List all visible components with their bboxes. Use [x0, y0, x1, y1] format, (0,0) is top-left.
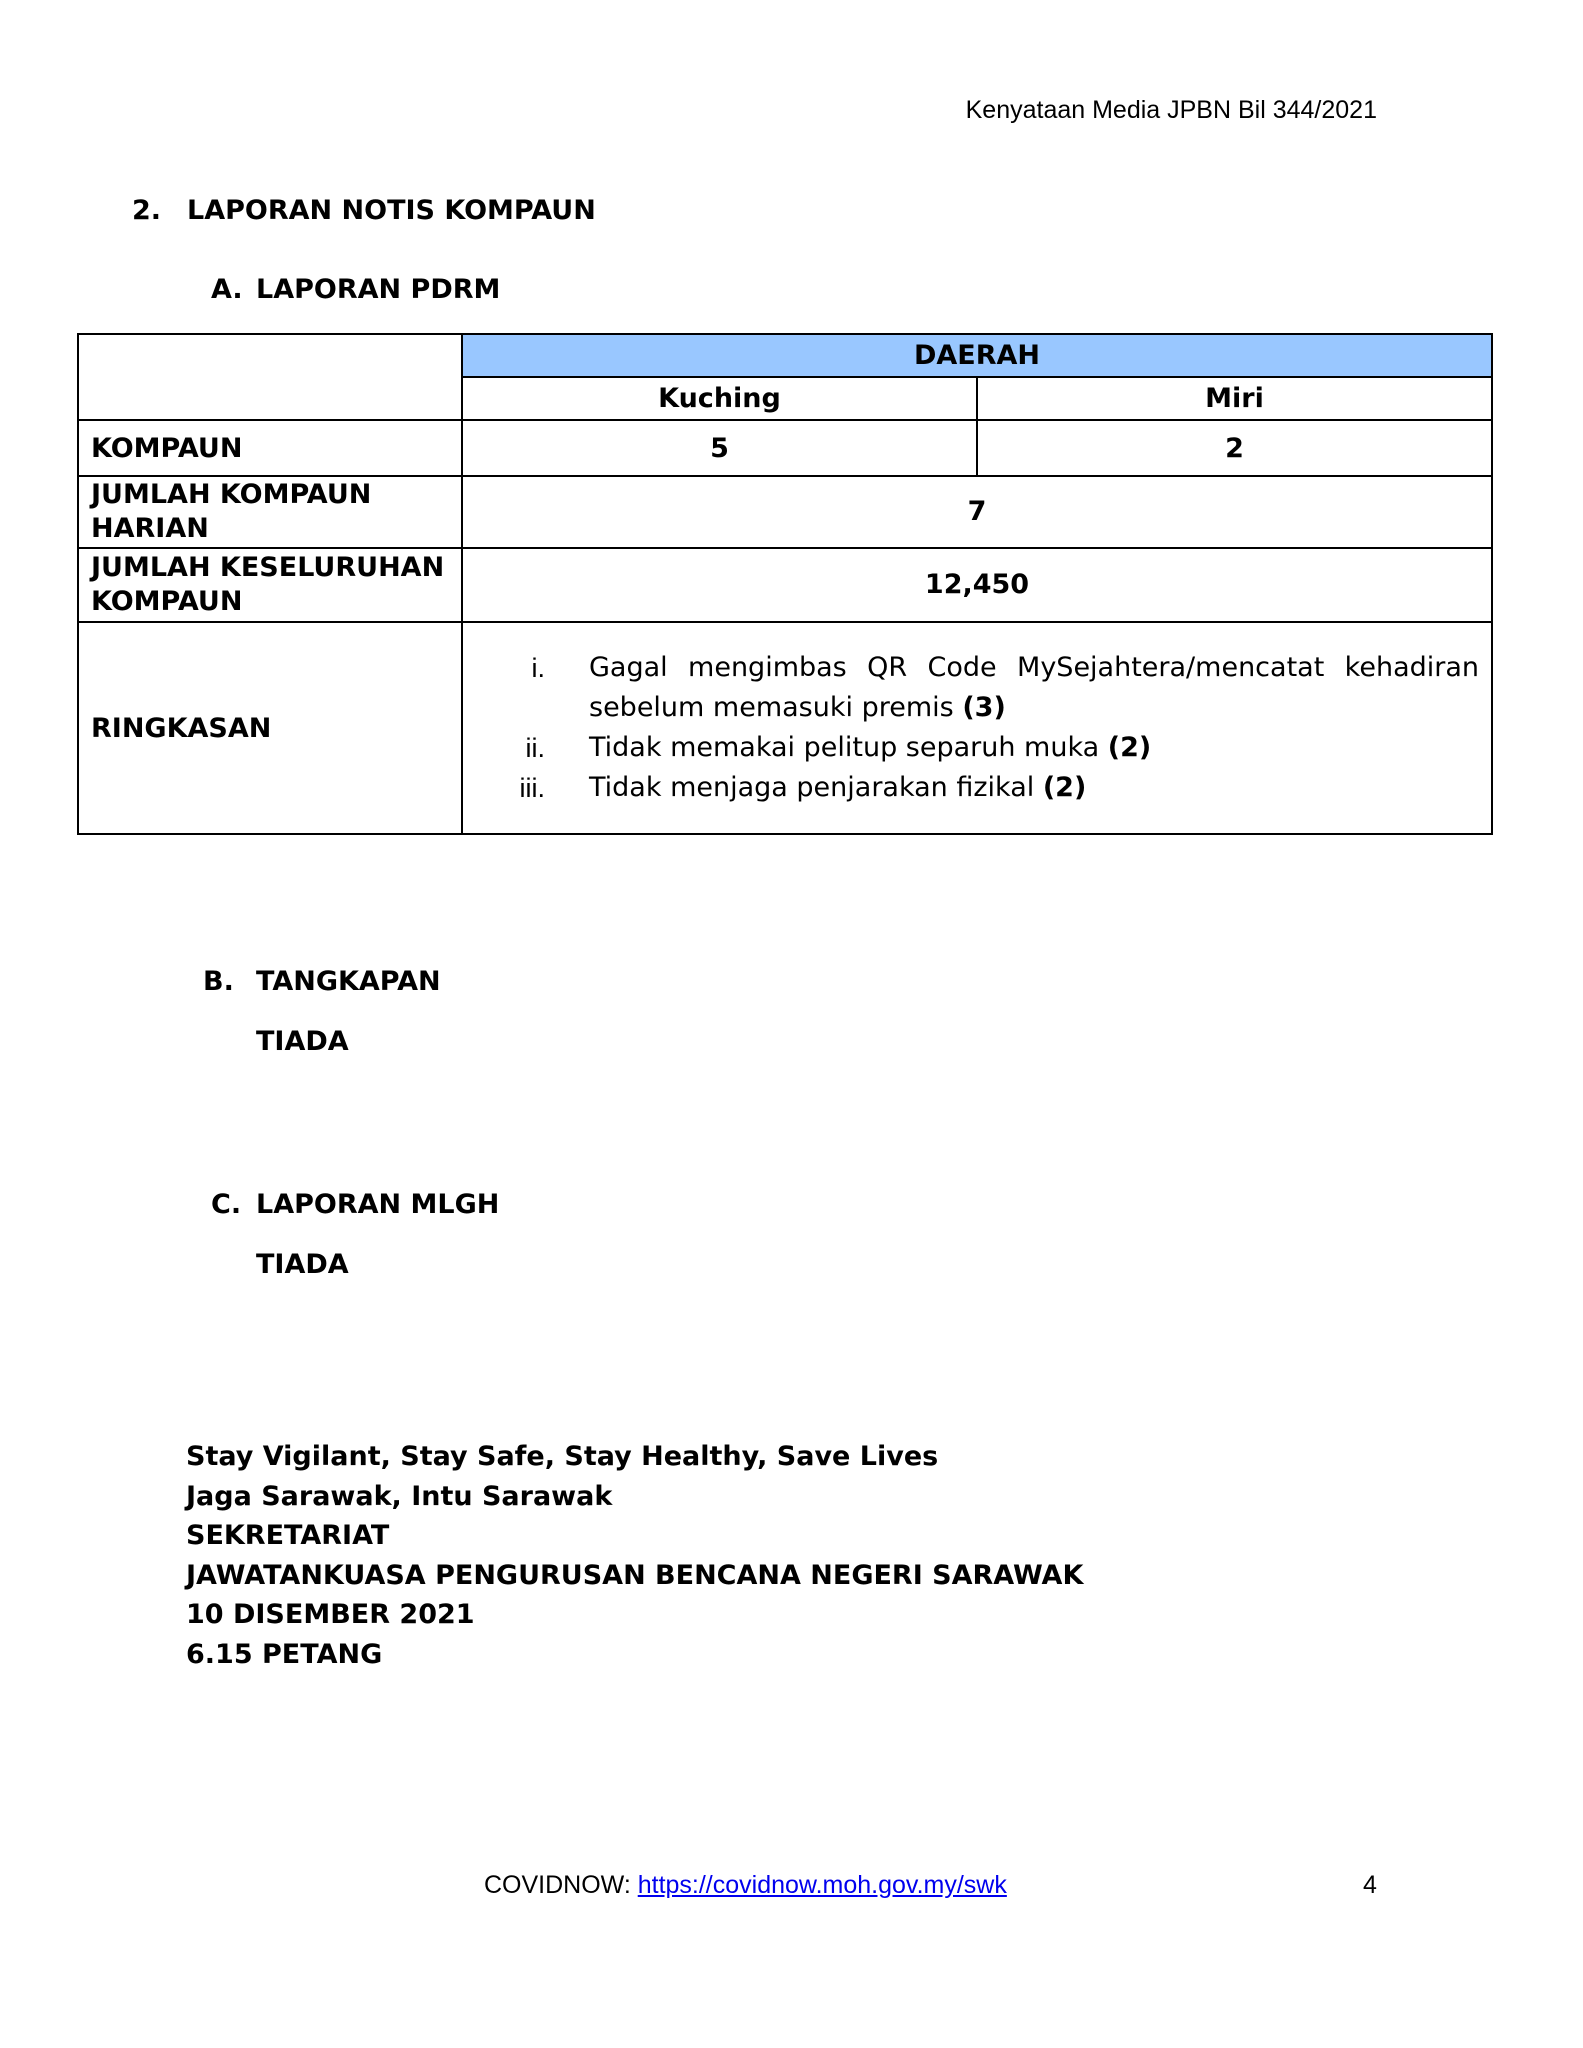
subsection-a-letter: A.	[211, 274, 243, 305]
kompaun-kuching-value: 5	[462, 420, 977, 476]
district-kuching-header: Kuching	[462, 377, 977, 420]
subsection-c-value: TIADA	[256, 1249, 349, 1280]
summary-item-numeral: ii.	[525, 733, 545, 763]
kompaun-miri-value: 2	[977, 420, 1492, 476]
summary-item-text: Gagal mengimbas QR Code MySejahtera/mencatat kehadiran sebelum memasuki premis	[589, 652, 1480, 723]
page-footer	[484, 1871, 1007, 1900]
kompaun-label: KOMPAUN	[78, 420, 462, 476]
footer-label: COVIDNOW:	[484, 1871, 638, 1899]
total-compound-value: 12,450	[462, 548, 1492, 622]
summary-item	[475, 768, 1479, 808]
summary-item-text: Tidak memakai pelitup separuh muka	[589, 732, 1100, 763]
daily-compound-label	[78, 476, 462, 548]
total-compound-label	[78, 548, 462, 622]
total-compound-label-line1: JUMLAH KESELURUHAN	[91, 552, 445, 583]
section-heading	[132, 195, 596, 226]
total-compound-label-line2: KOMPAUN	[91, 586, 243, 617]
subsection-b-heading	[203, 966, 441, 997]
closing-committee: JAWATANKUASA PENGURUSAN BENCANA NEGERI SARAWAK	[186, 1559, 1084, 1591]
covidnow-link[interactable]: https://covidnow.moh.gov.my/swk	[637, 1871, 1007, 1899]
subsection-c-heading	[211, 1189, 499, 1220]
closing-tagline: Jaga Sarawak, Intu Sarawak	[186, 1480, 613, 1512]
subsection-a-title: LAPORAN PDRM	[256, 274, 501, 305]
closing-date: 10 DISEMBER 2021	[186, 1599, 475, 1630]
summary-cell	[462, 622, 1492, 834]
summary-item-count: (2)	[1107, 732, 1152, 763]
summary-label: RINGKASAN	[78, 622, 462, 834]
summary-item-count: (3)	[962, 692, 1006, 723]
summary-item	[475, 728, 1479, 768]
subsection-b-value: TIADA	[256, 1026, 349, 1057]
daily-compound-value: 7	[462, 476, 1492, 548]
compound-report-table	[77, 333, 1493, 835]
summary-item-text: Tidak menjaga penjarakan fizikal	[589, 772, 1035, 803]
closing-slogan: Stay Vigilant, Stay Safe, Stay Healthy, Save Lives	[186, 1441, 939, 1472]
page-number: 4	[1363, 1871, 1377, 1899]
subsection-a-heading	[211, 274, 500, 305]
closing-secretariat: SEKRETARIAT	[186, 1520, 390, 1551]
summary-item	[475, 648, 1479, 728]
daily-compound-label-line1: JUMLAH KOMPAUN	[91, 479, 372, 510]
table-corner-cell	[78, 334, 462, 420]
district-miri-header: Miri	[977, 377, 1492, 420]
subsection-c-letter: C.	[211, 1189, 242, 1220]
daily-compound-label-line2: HARIAN	[91, 513, 209, 544]
subsection-b-letter: B.	[203, 966, 234, 997]
subsection-c-title: LAPORAN MLGH	[256, 1189, 500, 1220]
summary-list	[475, 648, 1479, 808]
district-group-header: DAERAH	[462, 334, 1492, 377]
summary-item-count: (2)	[1042, 772, 1087, 803]
summary-item-numeral: iii.	[519, 773, 545, 803]
media-statement-reference: Kenyataan Media JPBN Bil 344/2021	[965, 96, 1377, 124]
section-number: 2.	[132, 195, 162, 226]
section-title: LAPORAN NOTIS KOMPAUN	[187, 195, 596, 226]
closing-time: 6.15 PETANG	[186, 1638, 383, 1670]
closing-block	[186, 1437, 1083, 1674]
summary-item-numeral: i.	[531, 653, 545, 683]
subsection-b-title: TANGKAPAN	[256, 966, 441, 997]
